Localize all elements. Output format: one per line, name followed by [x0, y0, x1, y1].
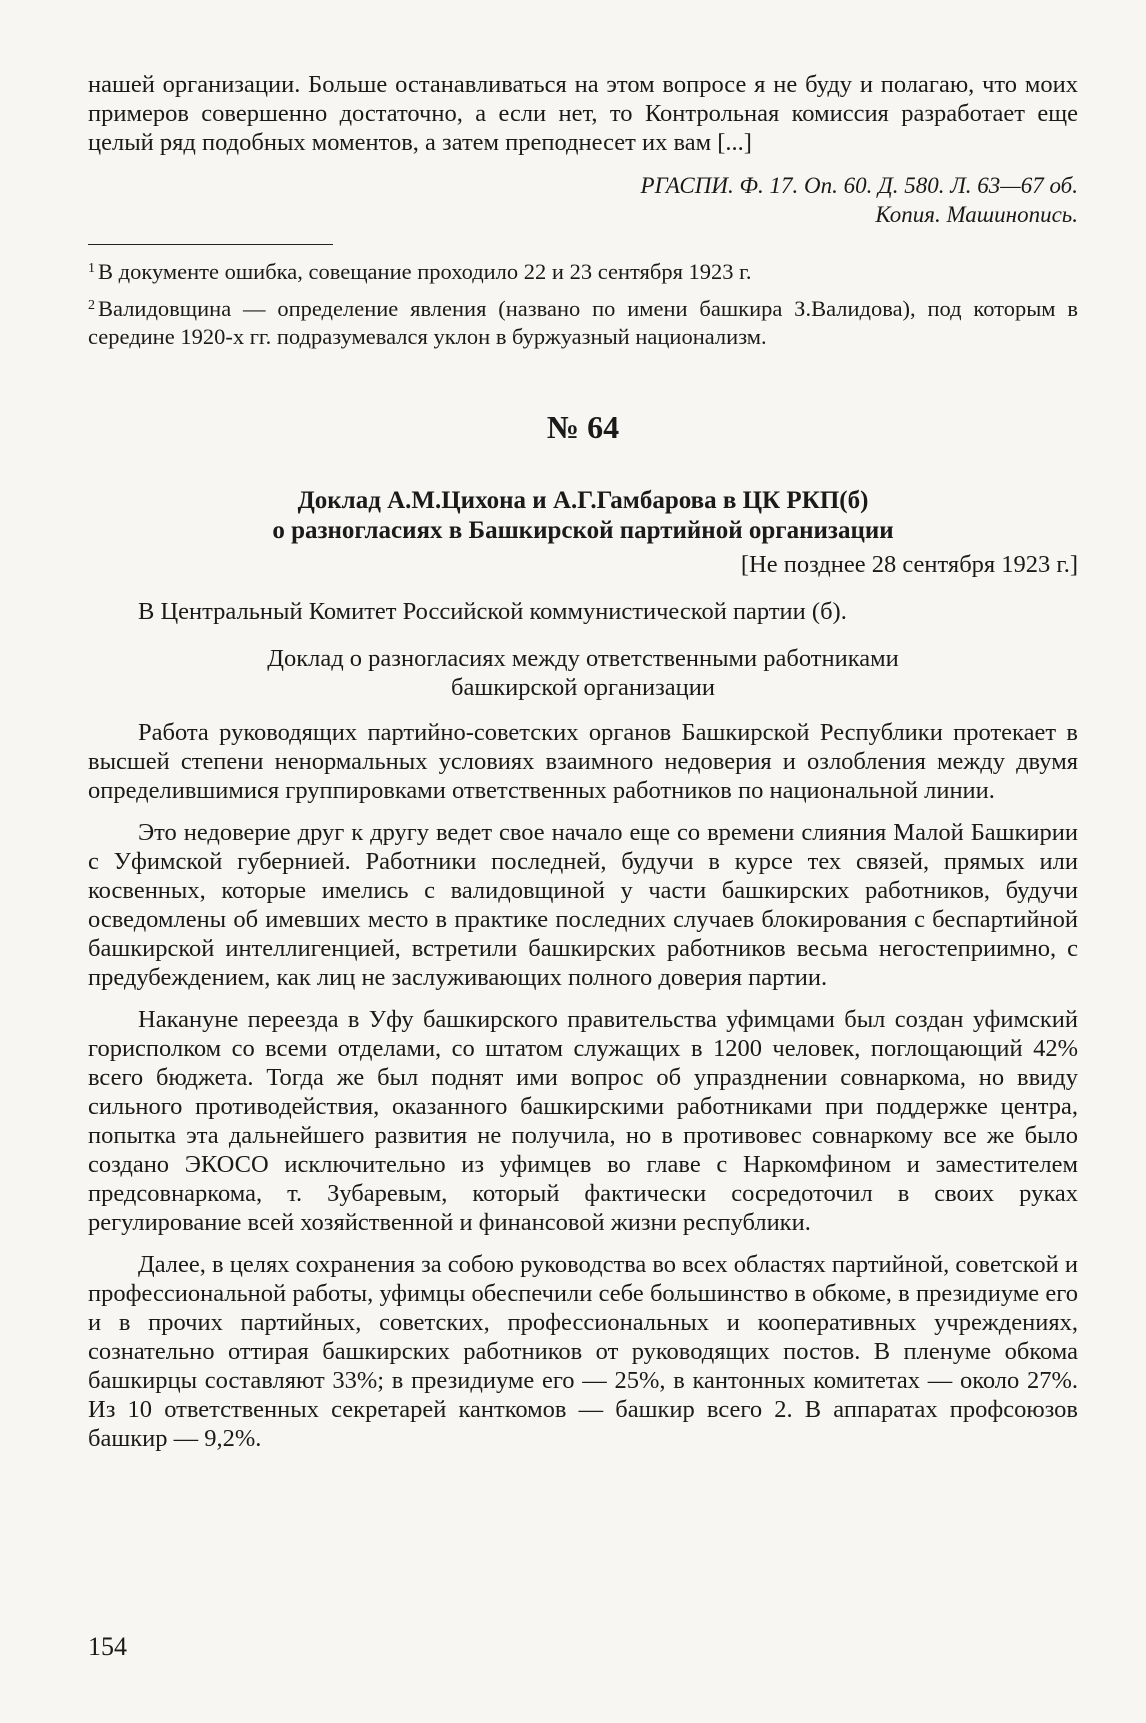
continuation-paragraph: нашей организации. Больше останавливаться на этом вопросе я не буду и полагаю, что моих примеров совершенно достаточно, а если нет, то Контрольная комиссия разработает еще целый ряд подобных моментов, а затем преподнесет их вам [...]: [88, 71, 1078, 156]
document-date: [Не позднее 28 сентября 1923 г.]: [740, 551, 1078, 578]
body-paragraph: Это недоверие друг к другу ведет свое начало еще со времени слияния Малой Башкирии с Уфимской губернией. Работники последней, будучи в курсе тех связей, прямых или косвенных, которые имелись с валидовщиной у части башкирских работников, будучи осведомлены об имевших место в практике последних случаев блокирования с беспартийной башкирской интеллигенцией, встретили башкирских работников весьма негостеприимно, с предубеждением, как лиц не заслуживающих полного доверия партии.: [88, 819, 1078, 991]
body-paragraph: Работа руководящих партийно-советских органов Башкирской Республики протекает в высшей степени ненормальных условиях взаимного недоверия и озлобления между двумя определившимися группировками ответственных работников по национальной линии.: [88, 719, 1078, 804]
addressee: В Центральный Комитет Российской коммунистической партии (б).: [138, 598, 847, 625]
document-title: [88, 486, 1078, 546]
footnote-divider: [88, 244, 333, 245]
report-subtitle-line: Доклад о разногласиях между ответственными работниками: [267, 645, 899, 672]
footnote-mark: 2: [88, 298, 95, 313]
document-number: № 64: [546, 409, 620, 445]
archival-source: [88, 171, 1078, 229]
report-subtitle-line: башкирской организации: [450, 674, 716, 701]
source-copy-type: Копия. Машинопись.: [875, 202, 1078, 227]
footnote-text: В документе ошибка, совещание проходило 22 и 23 сентября 1923 г.: [98, 259, 752, 284]
body-paragraph: Накануне переезда в Уфу башкирского правительства уфимцами был создан уфимский горисполком со всеми отделами, со штатом служащих в 1200 человек, поглощающий 42% всего бюджета. Тогда же был поднят ими вопрос об упразднении совнаркома, но ввиду сильного противодействия, оказанного башкирскими работниками при поддержке центра, попытка эта дальнейшего развития не получила, но в противовес совнаркому все же было создано ЭКОСО исключительно из уфимцев во главе с Наркомфином и заместителем предсовнаркома, т. Зубаревым, который фактически сосредоточил в своих руках регулирование всей хозяйственной и финансовой жизни республики.: [88, 1006, 1078, 1236]
footnote-2: [88, 292, 1078, 351]
document-title-line: о разногласиях в Башкирской партийной организации: [272, 517, 894, 544]
document-title-line: Доклад А.М.Цихона и А.Г.Гамбарова в ЦК РКП(б): [297, 487, 869, 514]
footnote-text: Валидовщина — определение явления (названо по имени башкира З.Валидова), под которым в середине 1920-х гг. подразумевался уклон в буржуазный национализм.: [88, 296, 1078, 349]
footnote-1: [88, 255, 1078, 286]
footnote-mark: 1: [88, 261, 95, 276]
body-paragraph: Далее, в целях сохранения за собою руководства во всех областях партийной, советской и профессиональной работы, уфимцы обеспечили себе большинство в обкоме, в президиуме его и в прочих партийных, советских, профессиональных и кооперативных учреждениях, сознательно оттирая башкирских работников от руководящих постов. В пленуме обкома башкирцы составляют 33%; в президиуме его — 25%, в кантонных комитетах — около 27%. Из 10 ответственных секретарей канткомов — башкир всего 2. В аппаратах профсоюзов башкир — 9,2%.: [88, 1251, 1078, 1452]
source-reference: РГАСПИ. Ф. 17. Оп. 60. Д. 580. Л. 63—67 об.: [640, 173, 1078, 198]
page-number: 154: [88, 1632, 127, 1661]
report-subtitle: [88, 644, 1078, 702]
